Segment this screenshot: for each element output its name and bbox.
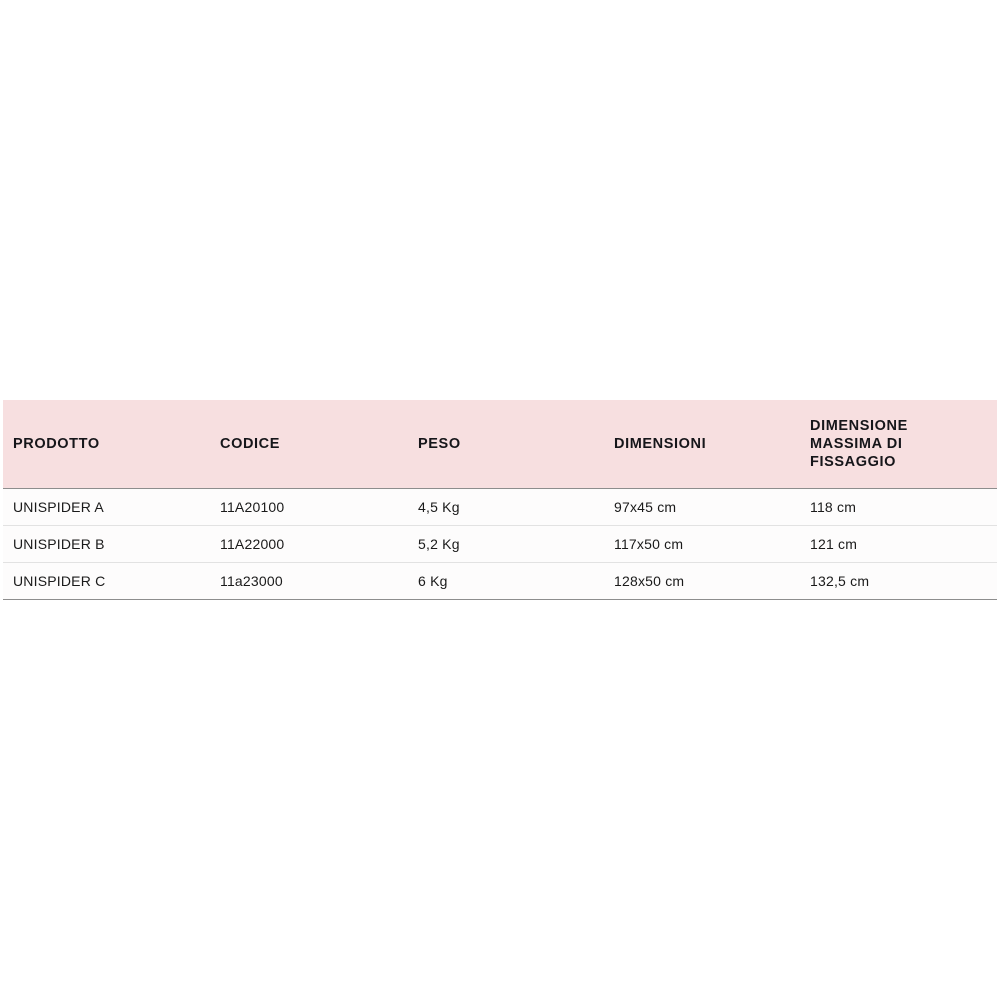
cell-peso: 5,2 Kg [408,526,604,563]
column-header-fissaggio-line-2: MASSIMA DI [810,436,903,452]
column-header-dimensioni-line-1: DIMENSIONI [614,436,707,452]
column-header-peso [408,400,604,489]
column-header-fissaggio-line-1: DIMENSIONE [810,418,908,434]
table-header [3,400,997,489]
cell-dimensioni: 97x45 cm [604,489,800,526]
cell-prodotto: UNISPIDER C [3,563,210,600]
column-header-fissaggio-line-3: FISSAGGIO [810,454,896,470]
cell-dimensione-massima-di-fissaggio: 121 cm [800,526,997,563]
column-header-prodotto-line-1: PRODOTTO [13,436,100,452]
table-body [3,489,997,600]
table-row [3,489,997,526]
cell-prodotto: UNISPIDER B [3,526,210,563]
column-header-peso-line-1: PESO [418,436,461,452]
cell-dimensioni: 117x50 cm [604,526,800,563]
table-header-row [3,400,997,489]
specifications-table-container [3,400,997,600]
column-header-dimensioni [604,400,800,489]
specifications-table [3,400,997,600]
cell-dimensioni: 128x50 cm [604,563,800,600]
table-row [3,563,997,600]
cell-codice: 11A22000 [210,526,408,563]
column-header-dimensione-massima-di-fissaggio [800,400,997,489]
cell-peso: 6 Kg [408,563,604,600]
column-header-codice [210,400,408,489]
cell-peso: 4,5 Kg [408,489,604,526]
cell-dimensione-massima-di-fissaggio: 132,5 cm [800,563,997,600]
cell-prodotto: UNISPIDER A [3,489,210,526]
table-row [3,526,997,563]
cell-dimensione-massima-di-fissaggio: 118 cm [800,489,997,526]
column-header-codice-line-1: CODICE [220,436,280,452]
cell-codice: 11A20100 [210,489,408,526]
cell-codice: 11a23000 [210,563,408,600]
column-header-prodotto [3,400,210,489]
